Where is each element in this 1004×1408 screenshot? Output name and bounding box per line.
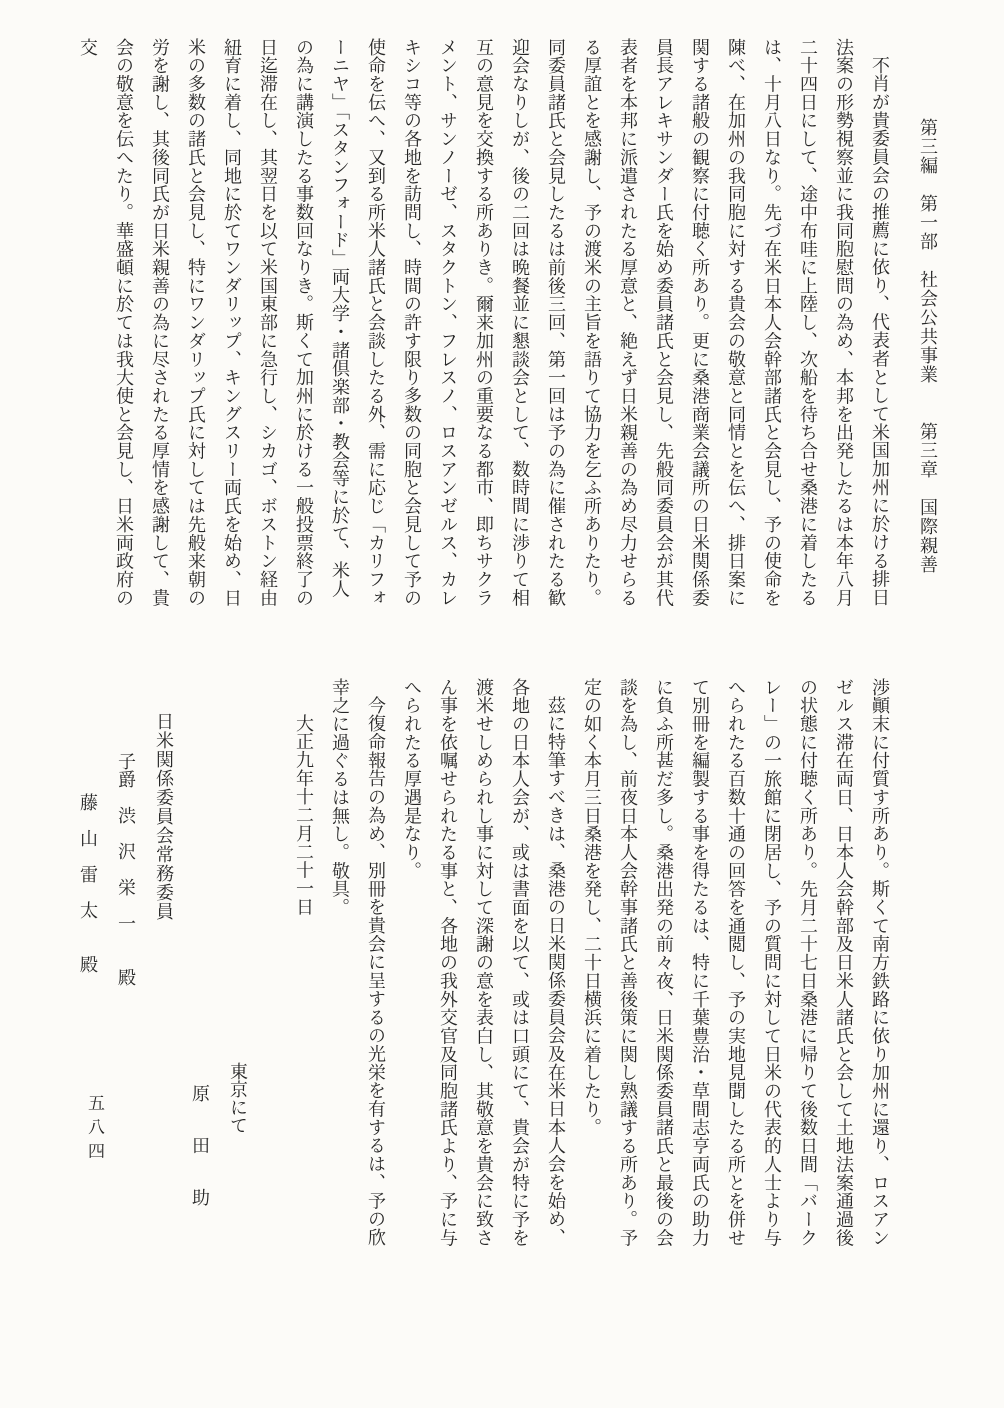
- paragraph: 茲に特筆すべきは、桑港の日米関係委員会及在米日本人会を始め、各地の日本人会が、或は書面を以て、或は口頭にて、貴会が特に予を渡米せしめられし事に対して深謝の意を表白し、其敬意を貴会に致さん事を依嘱せられたる事と、各地の我外交官及同胞諸氏より、予に与へられたる厚遇是なり。: [402, 678, 566, 1247]
- addressee-committee-title: 日米関係委員会常務委員: [154, 712, 174, 921]
- addressee-name-fujiyama: 藤 山 雷 太 殿: [78, 793, 98, 973]
- closing-place: 東京にて: [228, 1062, 248, 1134]
- page-number: 五八四: [85, 1094, 104, 1166]
- closing-signer-name: 原 田 助: [190, 1084, 210, 1214]
- running-head: 第三編 第一部 社会公共事業 第三章 国際親善: [918, 118, 938, 574]
- addressee-name-shibusawa: 子爵 渋 沢 栄 一 殿: [116, 752, 136, 986]
- report-body-lower-tier: [280, 678, 898, 1248]
- paragraph: 今復命報告の為め、別冊を貴会に呈するの光栄を有するは、予の欣幸之に過ぐるは無し。敬具。: [330, 678, 386, 1247]
- paragraph: 渉顚末に付質す所あり。斯くて南方鉄路に依り加州に還り、ロスアンゼルス滞在両日、日本人会幹部及日米人諸氏と会して土地法案通過後の状態に付聴く所あり。先月二十七日桑港に帰りて後数日間「バークレー」の一旅館に閉居し、予の質問に対して日米の代表的人士より与へられたる百数十通の回答を通閲し、予の実地見聞したる所とを併せて別冊を編製する事を得たるは、特に千葉豊治・草間志亨両氏の助力に負ふ所甚だ多し。桑港出発の前々夜、日米関係委員諸氏と最後の会談を為し、前夜日本人会幹事諸氏と善後策に関し熟議する所あり。予定の如く本月三日桑港を発し、二十日横浜に着したり。: [582, 678, 890, 1247]
- report-date: 大正九年十二月二十一日: [294, 714, 314, 916]
- report-body-upper-tier: [78, 38, 898, 608]
- paragraph: 不肖が貴委員会の推薦に依り、代表者として米国加州に於ける排日法案の形勢視察並に我同胞慰問の為め、本邦を出発したるは本年八月二十四日にして、途中布哇に上陸し、次船を待ち合せ桑港に着したるは、十月八日なり。先づ在米日本人会幹部諸氏と会見し、予の使命を陳べ、在加州の我同胞に対する貴会の敬意と同情とを伝へ、排日案に関する諸般の観察に付聴く所あり。更に桑港商業会議所の日米関係委員長アレキサンダー氏を始め委員諸氏と会見し、先般同委員会が其代表者を本邦に派遣されたる厚意と、絶えず日米親善の為め尽力せらるる厚誼とを感謝し、予の渡米の主旨を語りて協力を乞ふ所ありたり。同委員諸氏と会見したるは前後三回、第一回は予の為に催されたる歓迎会なりしが、後の二回は晩餐並に懇談会として、数時間に渉りて相互の意見を交換する所ありき。爾来加州の重要なる都市、即ちサクラメント、サンノーゼ、スタクトン、フレスノ、ロスアンゼルス、カレキシコ等の各地を訪問し、時間の許す限り多数の同胞と会見して予の使命を伝へ、又到る所米人諸氏と会談したる外、需に応じ「カリフォーニヤ」「スタンフォード」両大学・諸倶楽部・教会等に於て、米人の為に講演したる事数回なりき。斯くて加州に於ける一般投票終了の日迄滞在し、其翌日を以て米国東部に急行し、シカゴ、ボストン経由紐育に着し、同地に於てワンダリップ、キングスリー両氏を始め、日米の多数の諸氏と会見し、特にワンダリップ氏に対しては先般来朝の労を謝し、其後同氏が日米親善の為に尽されたる厚情を感謝して、貴会の敬意を伝へたり。華盛頓に於ては我大使と会見し、日米両政府の交: [78, 38, 890, 607]
